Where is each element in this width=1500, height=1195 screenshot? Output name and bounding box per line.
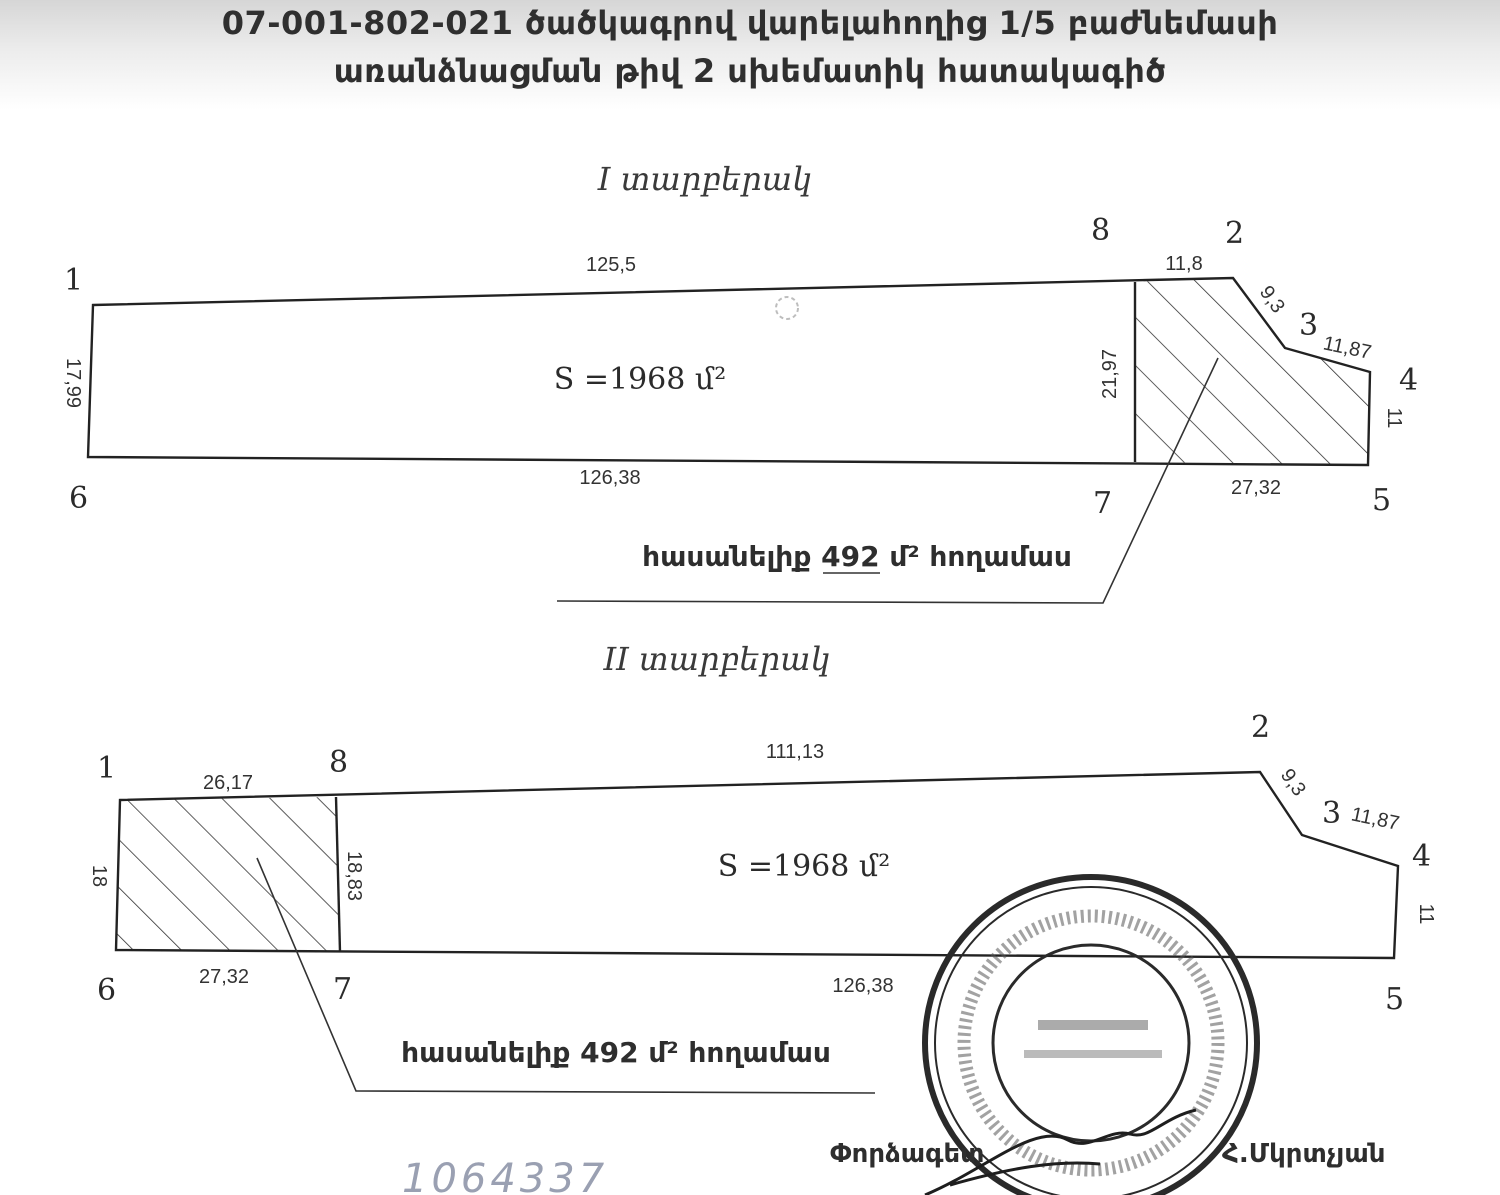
variant-1-share-note: հասանելիք 492 մ² հողամաս [642, 540, 1072, 573]
seal-center-text [1038, 1020, 1148, 1030]
variant-1-vertex-8: 8 [1091, 213, 1111, 248]
variant-2-vertex-3: 3 [1322, 796, 1342, 831]
seal-circular-lettering [964, 916, 1218, 1170]
variant-2-share-note: հասանելիք 492 մ² հողամաս [401, 1036, 831, 1069]
variant-2-dim-top: 111,13 [765, 741, 825, 763]
seal-center-ring [993, 945, 1189, 1141]
variant-1 [62, 160, 1418, 603]
document-title-line1: 07-001-802-021 ծածկագրով վարելահողից 1/5 բաժնեմասի [221, 4, 1279, 42]
variant-2-dim-2-3: 9,3 [1275, 764, 1310, 801]
variant-2-dim-top-hatched: 26,17 [202, 772, 254, 794]
variant-1-area-label: S =1968 մ² [553, 362, 727, 397]
variant-1-vertex-2: 2 [1225, 216, 1245, 251]
handwritten-number: 1064337 [402, 1156, 609, 1195]
variant-1-vertex-5: 5 [1372, 483, 1392, 518]
variant-1-vertex-3: 3 [1299, 308, 1319, 343]
variant-1-vertex-6: 6 [69, 481, 89, 516]
variant-2-dim-right: 11 [1415, 903, 1437, 925]
variant-2-dim-divider: 18,83 [343, 850, 365, 902]
variant-1-dim-top-hatched: 11,8 [1165, 253, 1203, 275]
variant-1-heading: I տարբերակ [597, 160, 813, 198]
variant-2-vertex-6: 6 [97, 973, 117, 1008]
variant-2-vertex-5: 5 [1385, 982, 1405, 1017]
variant-1-dim-2-3: 9,3 [1254, 281, 1289, 318]
variant-2-hatched-share [116, 797, 340, 952]
signature-label: Փորձագետ [830, 1139, 985, 1169]
variant-2-vertex-1: 1 [97, 751, 117, 786]
variant-2-dim-3-4: 11,87 [1349, 803, 1402, 835]
variant-2 [88, 640, 1437, 1093]
variant-2-vertex-8: 8 [329, 745, 349, 780]
variant-1-dim-divider: 21,97 [1099, 348, 1121, 400]
variant-1-dim-top: 125,5 [585, 254, 637, 276]
document-title-line2: առանձնացման թիվ 2 սխեմատիկ հատակագիծ [333, 52, 1167, 90]
variant-2-area-label: S =1968 մ² [717, 849, 891, 884]
scan-blemish [776, 297, 798, 319]
variant-1-dim-left: 17,99 [62, 357, 84, 409]
variant-2-vertex-4: 4 [1412, 839, 1432, 874]
variant-2-dim-left: 18 [88, 864, 110, 888]
variant-2-dim-bottom-hatched: 27,32 [198, 966, 250, 988]
variant-2-heading: II տարբերակ [603, 640, 831, 678]
signer-name: Հ.Մկրտչյան [1222, 1139, 1386, 1169]
variant-1-vertex-1: 1 [64, 263, 84, 298]
variant-1-vertex-7: 7 [1093, 486, 1113, 521]
variant-1-dim-bottom: 126,38 [579, 467, 641, 489]
variant-2-vertex-2: 2 [1251, 710, 1271, 745]
variant-1-vertex-4: 4 [1399, 363, 1419, 398]
variant-2-vertex-7: 7 [333, 972, 353, 1007]
variant-1-dim-right: 11 [1383, 407, 1405, 429]
variant-2-dim-bottom: 126,38 [832, 975, 894, 997]
seal-center-text-2 [1024, 1050, 1162, 1058]
variant-1-dim-3-4: 11,87 [1321, 332, 1374, 364]
variant-1-dim-bottom-hatched: 27,32 [1230, 477, 1282, 499]
